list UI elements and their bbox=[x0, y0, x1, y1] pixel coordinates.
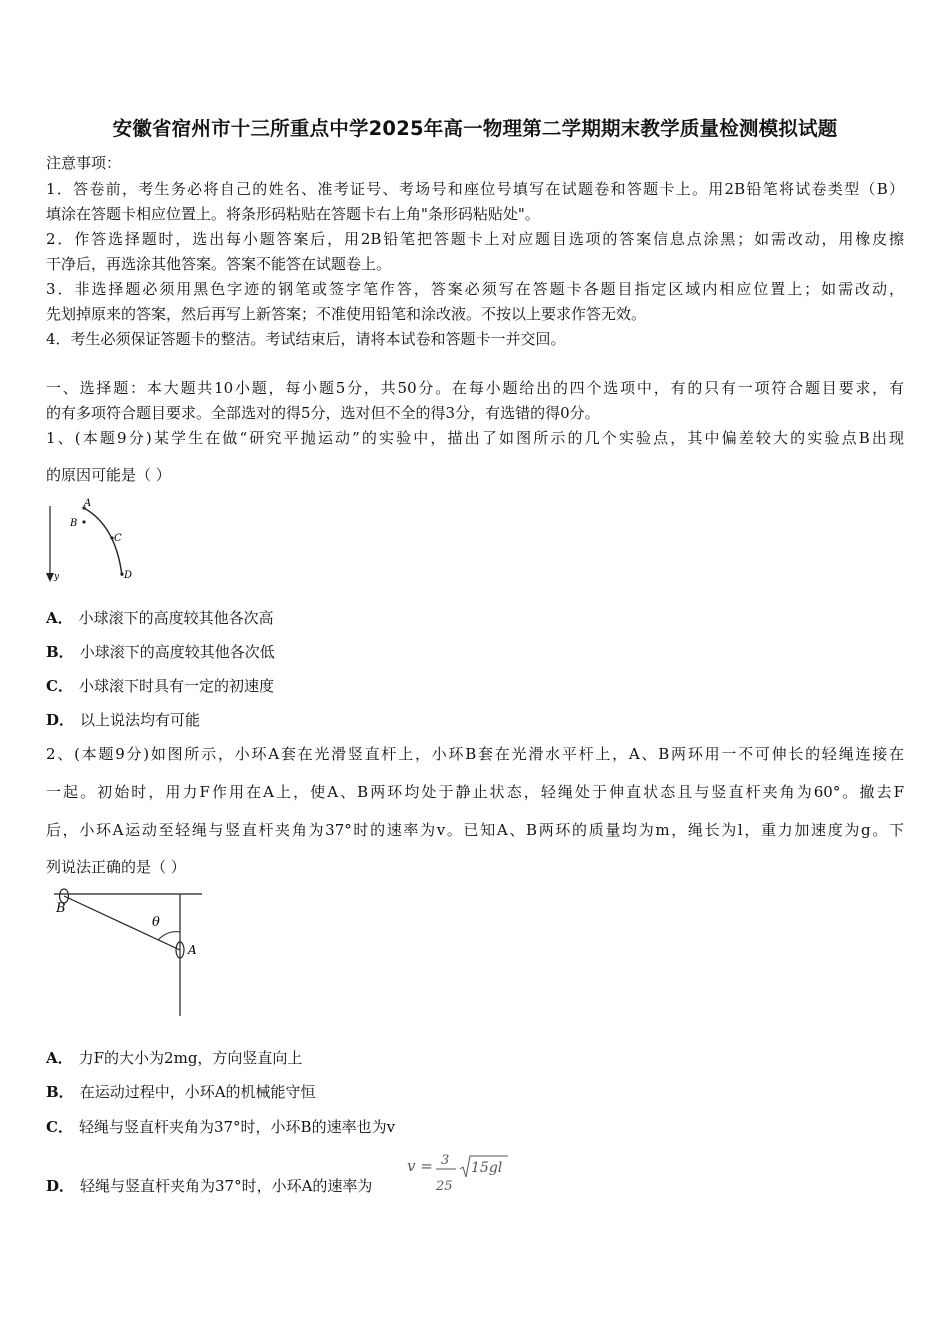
q1-stem-line: 的原因可能是（ ） bbox=[46, 466, 171, 484]
option-label: C． bbox=[46, 677, 73, 695]
option-text: 力F的大小为2mg，方向竖直向上 bbox=[78, 1049, 303, 1067]
point-b bbox=[82, 520, 85, 523]
option-label: C． bbox=[46, 1118, 73, 1136]
q2-stem-line: 一起。初始时，用力F作用在A上，使A、B两环均处于静止状态，轻绳处于伸直状态且与竖直杆夹角为60°。撤去F bbox=[46, 783, 904, 801]
notice-line: 填涂在答题卡相应位置上。将条形码粘贴在答题卡右上角"条形码粘贴处"。 bbox=[46, 205, 540, 223]
q2-stem-line: 2、(本题9分)如图所示，小环A套在光滑竖直杆上，小环B套在光滑水平杆上，A、B两环用一不可伸长的轻绳连接在 bbox=[46, 745, 904, 763]
label-d: D bbox=[124, 570, 133, 581]
label-a: A bbox=[84, 498, 92, 509]
q2-option-b[interactable] bbox=[46, 1081, 316, 1102]
section-intro-line: 一、选择题：本大题共10小题，每小题5分，共50分。在每小题给出的四个选项中，有的只有一项符合题目要求，有 bbox=[46, 379, 904, 397]
q1-option-c[interactable] bbox=[46, 675, 274, 696]
q1-figure bbox=[40, 494, 140, 586]
option-text: 小球滚下的高度较其他各次高 bbox=[78, 609, 274, 627]
q2-stem-line: 后，小环A运动至轻绳与竖直杆夹角为37°时的速率为v。已知A、B两环的质量均为m，绳长为l，重力加速度为g。下 bbox=[46, 821, 904, 839]
notice-line: 干净后，再选涂其他答案。答案不能答在试题卷上。 bbox=[46, 255, 392, 273]
option-label: D． bbox=[46, 1177, 75, 1195]
option-text: 轻绳与竖直杆夹角为37°时，小环B的速率也为v bbox=[78, 1118, 396, 1136]
q2-option-a[interactable] bbox=[46, 1047, 302, 1068]
label-b: B bbox=[70, 518, 78, 529]
option-label: A． bbox=[46, 609, 73, 627]
label-a: A bbox=[188, 943, 197, 957]
option-label: A． bbox=[46, 1049, 73, 1067]
option-text: 在运动过程中，小环A的机械能守恒 bbox=[79, 1083, 316, 1101]
option-text: 小球滚下时具有一定的初速度 bbox=[78, 677, 274, 695]
notice-heading: 注意事项： bbox=[46, 154, 122, 172]
option-label: B． bbox=[46, 643, 74, 661]
notice-line: 3．非选择题必须用黑色字迹的钢笔或签字笔作答，答案必须写在答题卡各题目指定区域内相应位置上；如需改动， bbox=[46, 280, 904, 298]
option-text: 轻绳与竖直杆夹角为37°时，小环A的速率为 bbox=[80, 1177, 373, 1195]
q2-option-c[interactable] bbox=[46, 1116, 395, 1137]
notice-line: 4．考生必须保证答题卡的整洁。考试结束后，请将本试卷和答题卡一并交回。 bbox=[46, 330, 566, 348]
q1-option-a[interactable] bbox=[46, 607, 274, 628]
page-title: 安徽省宿州市十三所重点中学2025年高一物理第二学期期末教学质量检测模拟试题 bbox=[112, 117, 838, 140]
option-text: 小球滚下的高度较其他各次低 bbox=[79, 643, 275, 661]
q1-stem-line: 1、(本题9分)某学生在做“研究平抛运动”的实验中，描出了如图所示的几个实验点，其中偏差较大的实验点B出现 bbox=[46, 429, 904, 447]
label-theta: θ bbox=[152, 915, 160, 930]
q2-stem-line: 列说法正确的是（ ） bbox=[46, 858, 186, 876]
formula-lhs: v = bbox=[407, 1157, 433, 1175]
label-c: C bbox=[114, 533, 122, 544]
notice-line: 先划掉原来的答案，然后再写上新答案；不准使用铅笔和涂改液。不按以上要求作答无效。 bbox=[46, 305, 647, 323]
q2-formula bbox=[404, 1150, 514, 1200]
q1-option-b[interactable] bbox=[46, 641, 275, 662]
section-intro-line: 的有多项符合题目要求。全部选对的得5分，选对但不全的得3分，有选错的得0分。 bbox=[46, 404, 600, 422]
notice-line: 2．作答选择题时，选出每小题答案后，用2B铅笔把答题卡上对应题目选项的答案信息点涂黑；如需改动，用橡皮擦 bbox=[46, 230, 904, 248]
notice-line: 1．答卷前，考生务必将自己的姓名、准考证号、考场号和座位号填写在试题卷和答题卡上。用2B铅笔将试卷类型（B） bbox=[46, 180, 904, 198]
option-label: B． bbox=[46, 1083, 74, 1101]
formula-denominator: 25 bbox=[436, 1179, 453, 1194]
label-y: y bbox=[54, 572, 60, 582]
q2-figure bbox=[46, 884, 216, 1020]
q2-option-d[interactable] bbox=[46, 1175, 372, 1196]
option-text: 以上说法均有可能 bbox=[80, 711, 201, 729]
formula-numerator: 3 bbox=[441, 1153, 450, 1168]
label-b: B bbox=[56, 901, 66, 916]
q1-option-d[interactable] bbox=[46, 709, 200, 730]
formula-radicand: 15gl bbox=[471, 1160, 503, 1176]
option-label: D． bbox=[46, 711, 75, 729]
